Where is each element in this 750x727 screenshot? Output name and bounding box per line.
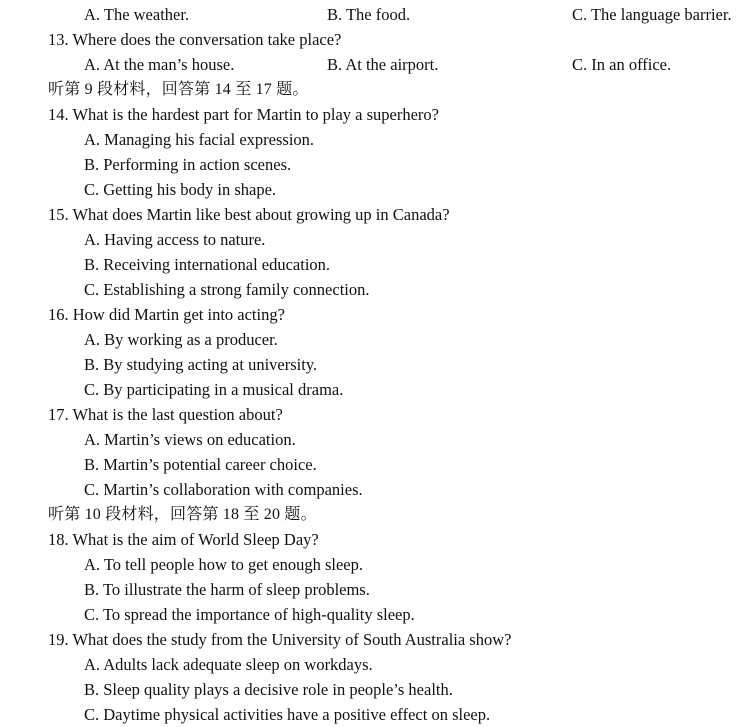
q19-option-a-row: [0, 652, 750, 677]
q18-question-row: [0, 527, 750, 552]
q16-option-b-row: [0, 352, 750, 377]
q19-option-b: B. Sleep quality plays a decisive role in people’s health.: [84, 680, 453, 699]
q17-option-c: C. Martin’s collaboration with companies.: [84, 480, 363, 499]
q17-option-c-row: [0, 477, 750, 502]
q19-option-a: A. Adults lack adequate sleep on workdays.: [84, 655, 373, 674]
q17-option-b: B. Martin’s potential career choice.: [84, 455, 317, 474]
q17-option-a: A. Martin’s views on education.: [84, 430, 296, 449]
q14-option-b: B. Performing in action scenes.: [84, 155, 292, 174]
q13-question: 13. Where does the conversation take place?: [48, 30, 342, 49]
q19-option-b-row: [0, 677, 750, 702]
q18-question: 18. What is the aim of World Sleep Day?: [48, 530, 319, 549]
q16-option-c-row: [0, 377, 750, 402]
q15-option-c: C. Establishing a strong family connection.: [84, 280, 370, 299]
q18-option-c-row: [0, 602, 750, 627]
q14-option-c: C. Getting his body in shape.: [84, 180, 277, 199]
q18-option-b: B. To illustrate the harm of sleep problems.: [84, 580, 370, 599]
q12-options-row: [0, 2, 750, 27]
q12-option-a: A. The weather.: [84, 5, 190, 24]
section-10-instruction: 听第 10 段材料，回答第 18 至 20 题。: [48, 506, 317, 523]
q13-option-a: A. At the man’s house.: [84, 55, 235, 74]
q15-option-b: B. Receiving international education.: [84, 255, 331, 274]
q19-option-c: C. Daytime physical activities have a positive effect on sleep.: [84, 705, 491, 724]
q15-option-a-row: [0, 227, 750, 252]
q15-question-row: [0, 202, 750, 227]
q14-option-a-row: [0, 127, 750, 152]
q18-option-a: A. To tell people how to get enough sleep.: [84, 555, 363, 574]
q19-question: 19. What does the study from the University of South Australia show?: [48, 630, 512, 649]
q16-option-a: A. By working as a producer.: [84, 330, 278, 349]
q12-option-c: C. The language barrier.: [572, 5, 732, 24]
q13-option-b: B. At the airport.: [327, 55, 439, 74]
q17-question: 17. What is the last question about?: [48, 405, 283, 424]
q14-option-b-row: [0, 152, 750, 177]
q13-option-c: C. In an office.: [572, 55, 672, 74]
q15-option-b-row: [0, 252, 750, 277]
section-9-row: [0, 77, 750, 102]
q14-option-a: A. Managing his facial expression.: [84, 130, 315, 149]
q14-question: 14. What is the hardest part for Martin to play a superhero?: [48, 105, 439, 124]
q16-option-a-row: [0, 327, 750, 352]
q17-question-row: [0, 402, 750, 427]
q12-option-b: B. The food.: [327, 5, 411, 24]
q17-option-b-row: [0, 452, 750, 477]
q16-option-c: C. By participating in a musical drama.: [84, 380, 344, 399]
q17-option-a-row: [0, 427, 750, 452]
q19-option-c-row: [0, 702, 750, 727]
section-10-row: [0, 502, 750, 527]
q13-question-row: [0, 27, 750, 52]
q16-question: 16. How did Martin get into acting?: [48, 305, 285, 324]
q18-option-a-row: [0, 552, 750, 577]
q18-option-b-row: [0, 577, 750, 602]
q19-question-row: [0, 627, 750, 652]
q13-options-row: [0, 52, 750, 77]
q16-option-b: B. By studying acting at university.: [84, 355, 318, 374]
q15-option-a: A. Having access to nature.: [84, 230, 266, 249]
q16-question-row: [0, 302, 750, 327]
q15-question: 15. What does Martin like best about growing up in Canada?: [48, 205, 450, 224]
q15-option-c-row: [0, 277, 750, 302]
q18-option-c: C. To spread the importance of high-quality sleep.: [84, 605, 415, 624]
q14-option-c-row: [0, 177, 750, 202]
section-9-instruction: 听第 9 段材料，回答第 14 至 17 题。: [48, 81, 309, 98]
q14-question-row: [0, 102, 750, 127]
